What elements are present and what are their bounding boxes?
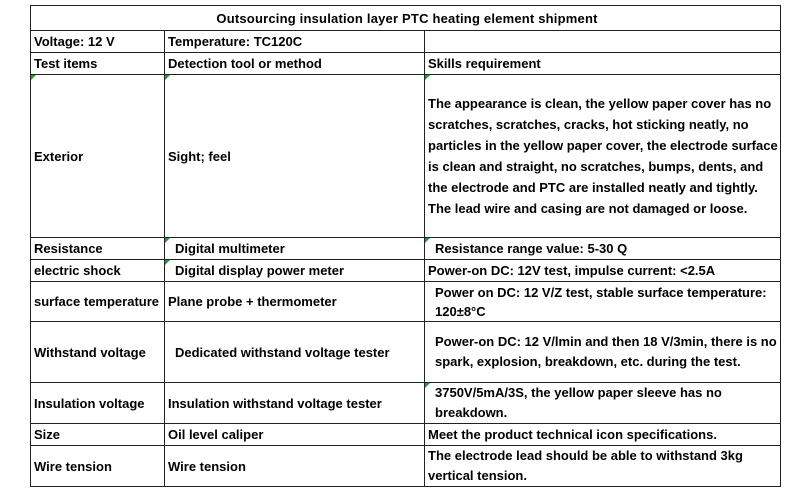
table-row	[31, 322, 781, 383]
row-requirement	[425, 75, 781, 238]
row-tool-text: Sight; feel	[168, 148, 231, 164]
row-requirement-text: Power on DC: 12 V/Z test, stable surface temperature: 120±8°C	[435, 284, 767, 319]
row-tool	[165, 238, 425, 260]
row-item: Insulation voltage	[31, 383, 165, 424]
title-row	[31, 6, 781, 31]
empty-cell	[425, 31, 781, 53]
voltage-cell: Voltage: 12 V	[31, 31, 165, 53]
row-item: surface temperature	[31, 282, 165, 322]
table-row	[31, 424, 781, 446]
row-requirement-text: The electrode lead should be able to withstand 3kg vertical tension.	[428, 448, 743, 483]
temperature-cell: Temperature: TC120C	[165, 31, 425, 53]
row-requirement	[425, 282, 781, 322]
row-item: Withstand voltage	[31, 322, 165, 383]
table-row	[31, 238, 781, 260]
table-row	[31, 260, 781, 282]
table-row	[31, 282, 781, 322]
row-requirement	[425, 446, 781, 487]
specification-table	[30, 5, 781, 487]
header-detection-tool: Detection tool or method	[165, 53, 425, 75]
row-tool	[165, 260, 425, 282]
row-requirement	[425, 238, 781, 260]
row-tool-text: Digital multimeter	[175, 241, 285, 256]
table-row	[31, 446, 781, 487]
table-row	[31, 383, 781, 424]
cell-marker	[425, 383, 430, 388]
row-requirement-text: Power-on DC: 12 V/lmin and then 18 V/3min, there is no spark, explosion, breakdown, etc. during the test.	[435, 334, 777, 369]
row-item: Wire tension	[31, 446, 165, 487]
row-requirement	[425, 322, 781, 383]
cell-marker	[165, 75, 170, 80]
cell-marker	[165, 238, 170, 243]
row-tool: Dedicated withstand voltage tester	[165, 322, 425, 383]
row-tool: Wire tension	[165, 446, 425, 487]
header-row	[31, 53, 781, 75]
table-row	[31, 75, 781, 238]
header-skills-requirement: Skills requirement	[425, 53, 781, 75]
row-item: electric shock	[31, 260, 165, 282]
row-requirement-text: The appearance is clean, the yellow paper cover has no scratches, scratches, cracks, hot sticking neatly, no particles in the yellow paper cover, the electrode surface is clean and straight, no scratches, bumps, dents, and the electrode and PTC are installed neatly and tightly. The lead wire and casing are not damaged or loose.	[428, 96, 778, 216]
row-item	[31, 75, 165, 238]
row-requirement: Meet the product technical icon specifications.	[425, 424, 781, 446]
cell-marker	[165, 260, 170, 265]
row-tool: Insulation withstand voltage tester	[165, 383, 425, 424]
row-item: Resistance	[31, 238, 165, 260]
cell-marker	[425, 238, 430, 243]
row-tool	[165, 75, 425, 238]
row-tool: Plane probe + thermometer	[165, 282, 425, 322]
row-item-text: Exterior	[34, 148, 84, 164]
row-item: Size	[31, 424, 165, 446]
table-title: Outsourcing insulation layer PTC heating element shipment	[31, 6, 781, 31]
header-test-items: Test items	[31, 53, 165, 75]
cell-marker	[31, 75, 36, 80]
row-tool: Oil level caliper	[165, 424, 425, 446]
row-requirement-text: 3750V/5mA/3S, the yellow paper sleeve has no breakdown.	[435, 385, 722, 420]
row-requirement-text: Resistance range value: 5-30 Q	[435, 241, 628, 256]
info-row	[31, 31, 781, 53]
row-requirement	[425, 383, 781, 424]
row-requirement: Power-on DC: 12V test, impulse current: <2.5A	[425, 260, 781, 282]
cell-marker	[425, 75, 430, 80]
row-tool-text: Digital display power meter	[175, 263, 345, 278]
